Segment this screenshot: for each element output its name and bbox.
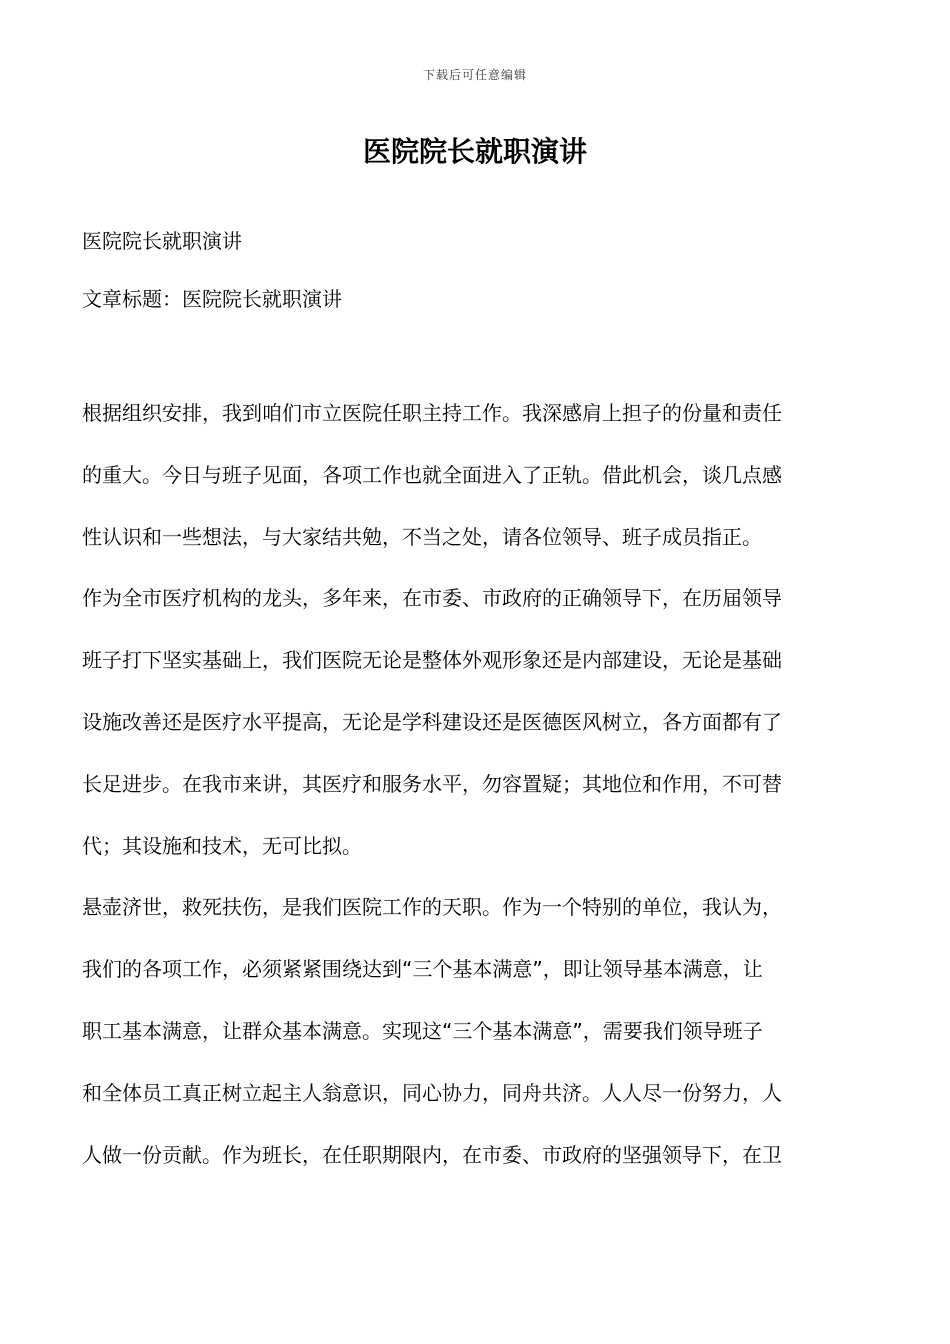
body-line: 作为全市医疗机构的龙头，多年来，在市委、市政府的正确领导下，在历届领导 xyxy=(82,586,782,611)
body-line: 的重大。今日与班子见面，各项工作也就全面进入了正轨。借此机会，谈几点感 xyxy=(82,462,782,487)
body-line: 班子打下坚实基础上，我们医院无论是整体外观形象还是内部建设，无论是基础 xyxy=(82,648,782,673)
body-line: 根据组织安排，我到咱们市立医院任职主持工作。我深感肩上担子的份量和责任 xyxy=(82,401,782,425)
body-line: 设施改善还是医疗水平提高，无论是学科建设还是医德医风树立，各方面都有了 xyxy=(82,709,782,734)
document-subtitle: 医院院长就职演讲 xyxy=(82,229,242,253)
body-line: 我们的各项工作，必须紧紧围绕达到“三个基本满意”，即让领导基本满意，让 xyxy=(82,957,763,982)
document-title: 医院院长就职演讲 xyxy=(362,135,587,168)
body-line: 性认识和一些想法，与大家结共勉，不当之处，请各位领导、班子成员指正。 xyxy=(82,524,762,549)
body-line: 长足进步。在我市来讲，其医疗和服务水平，勿容置疑；其地位和作用，不可替 xyxy=(82,771,782,796)
article-title-line: 文章标题：医院院长就职演讲 xyxy=(82,287,342,311)
header-note: 下载后可任意编辑 xyxy=(422,68,527,82)
body-line: 和全体员工真正树立起主人翁意识，同心协力，同舟共济。人人尽一份努力，人 xyxy=(82,1080,782,1105)
body-line: 悬壶济世，救死扶伤，是我们医院工作的天职。作为一个特别的单位，我认为， xyxy=(82,895,782,920)
document-body xyxy=(82,395,872,1198)
body-line: 人做一份贡献。作为班长，在任职期限内，在市委、市政府的坚强领导下，在卫 xyxy=(82,1142,782,1167)
body-line: 代；其设施和技术，无可比拟。 xyxy=(82,833,362,858)
body-line: 职工基本满意，让群众基本满意。实现这“三个基本满意”，需要我们领导班子 xyxy=(82,1018,763,1043)
